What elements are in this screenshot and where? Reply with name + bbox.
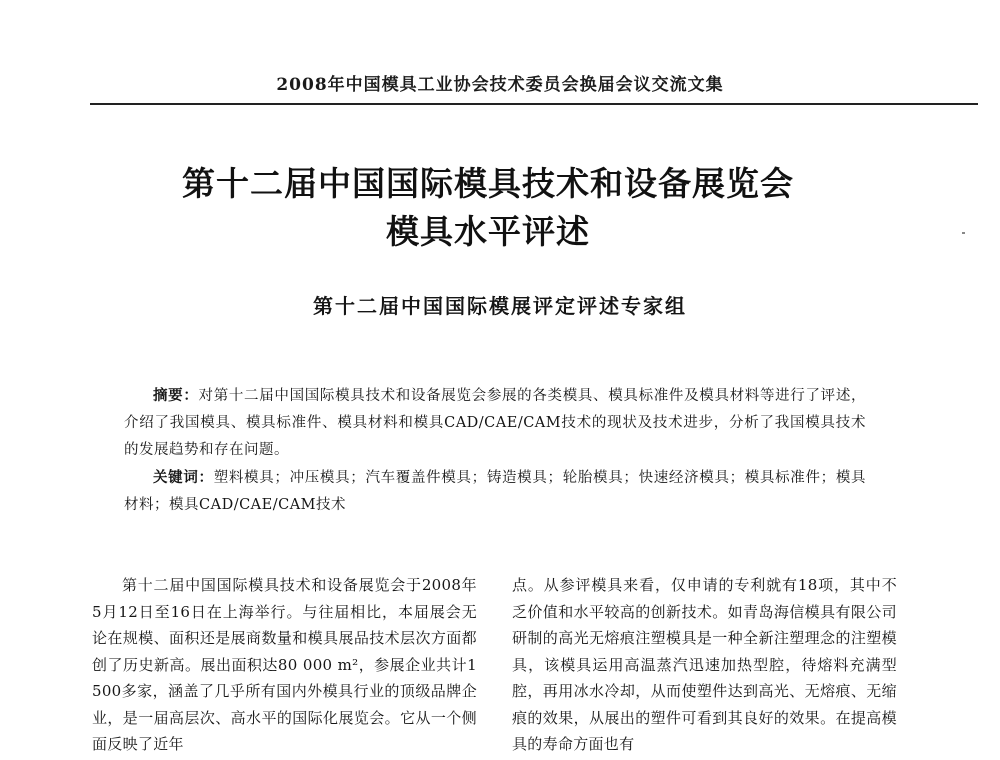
abstract-paragraph <box>124 382 866 464</box>
abstract-label: 摘要： <box>153 387 199 404</box>
keywords-text: 塑料模具；冲压模具；汽车覆盖件模具；铸造模具；轮胎模具；快速经济模具；模具标准件；模具材料；模具CAD/CAE/CAM技术 <box>124 470 867 513</box>
abstract-text: 对第十二届中国国际模具技术和设备展览会参展的各类模具、模具标准件及模具材料等进行了评述，介绍了我国模具、模具标准件、模具材料和模具CAD/CAE/CAM技术的现状及技术进步，分析了我国模具技术的发展趋势和存在问题。 <box>124 388 867 458</box>
abstract-block <box>124 382 866 519</box>
keywords-paragraph <box>124 464 866 519</box>
header-rule <box>90 103 978 105</box>
paper-title-line-1: 第十二届中国国际模具技术和设备展览会 <box>182 164 794 203</box>
keywords-label: 关键词： <box>153 469 214 486</box>
body-right-column <box>512 572 897 758</box>
scan-speck <box>962 232 965 234</box>
author-byline: 第十二届中国国际模展评定评述专家组 <box>313 294 687 318</box>
body-left-paragraph: 第十二届中国国际模具技术和设备展览会于2008年5月12日至16日在上海举行。与往届相比，本届展会无论在规模、面积还是展商数量和模具展品技术层次方面都创了历史新高。展出面积达80 000 m²，参展企业共计1 500多家，涵盖了几乎所有国内外模具行业的顶级品牌企业，是一届高层次、高水平的国际化展览会。它从一个侧面反映了近年 <box>92 576 477 753</box>
body-left-column <box>92 572 477 758</box>
body-right-paragraph: 点。从参评模具来看，仅申请的专利就有18项，其中不乏价值和水平较高的创新技术。如青岛海信模具有限公司研制的高光无熔痕注塑模具是一种全新注塑理念的注塑模具，该模具运用高温蒸汽迅速加热型腔，待熔料充满型腔，再用冰水冷却，从而使塑件达到高光、无熔痕、无缩痕的效果，从展出的塑件可看到其良好的效果。在提高模具的寿命方面也有 <box>512 576 897 753</box>
paper-title-line-2: 模具水平评述 <box>386 212 590 251</box>
running-header: 2008年中国模具工业协会技术委员会换届会议交流文集 <box>276 75 724 95</box>
